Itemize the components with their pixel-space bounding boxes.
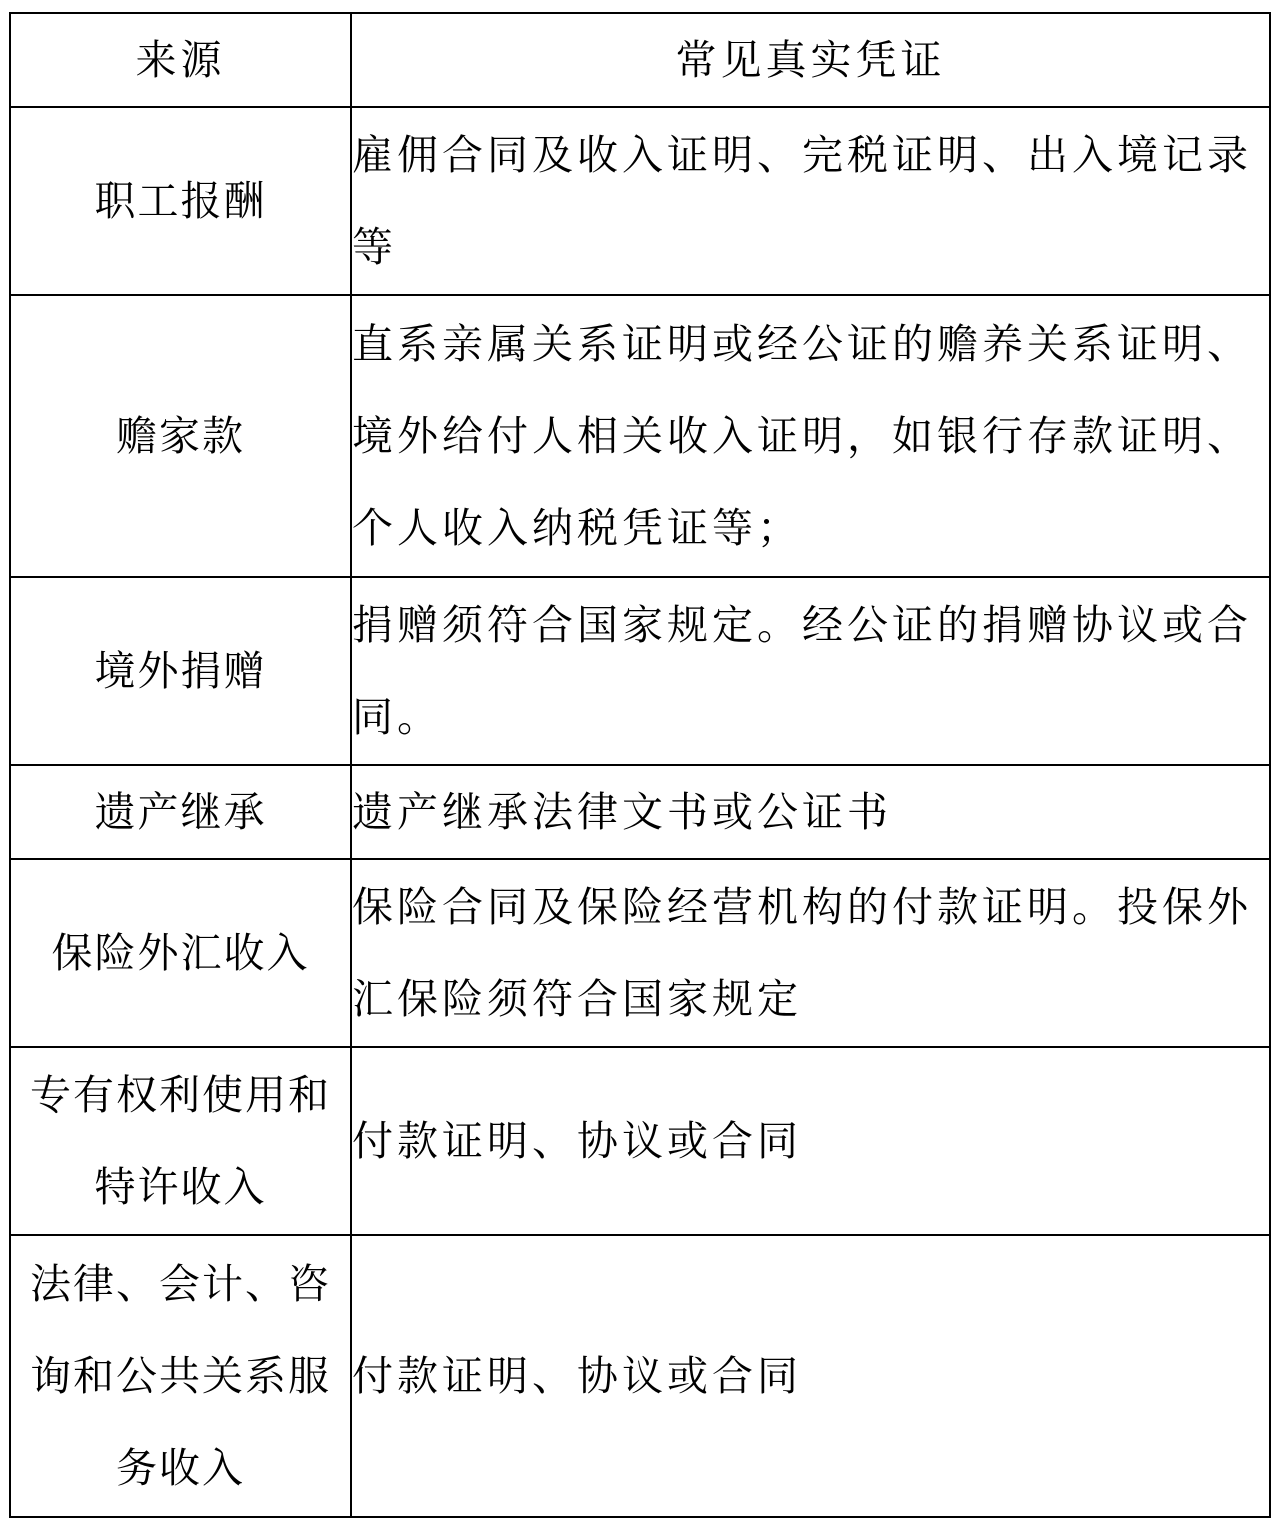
source-cell: 专有权利使用和特许收入 [10, 1047, 351, 1235]
table-row [10, 295, 1270, 577]
table-header-row [10, 13, 1270, 107]
source-cell: 法律、会计、咨询和公共关系服务收入 [10, 1235, 351, 1517]
table-row [10, 107, 1270, 295]
documents-cell: 付款证明、协议或合同 [351, 1235, 1270, 1517]
documents-cell: 遗产继承法律文书或公证书 [351, 765, 1270, 859]
table-row [10, 765, 1270, 859]
documents-cell: 直系亲属关系证明或经公证的赡养关系证明、境外给付人相关收入证明，如银行存款证明、个人收入纳税凭证等； [351, 295, 1270, 577]
documents-cell: 保险合同及保险经营机构的付款证明。投保外汇保险须符合国家规定 [351, 859, 1270, 1047]
header-source: 来源 [10, 13, 351, 107]
documents-cell: 付款证明、协议或合同 [351, 1047, 1270, 1235]
source-cell: 境外捐赠 [10, 577, 351, 765]
table-row [10, 1235, 1270, 1517]
documents-cell: 捐赠须符合国家规定。经公证的捐赠协议或合同。 [351, 577, 1270, 765]
table-row [10, 577, 1270, 765]
income-proof-table [9, 12, 1271, 1518]
source-cell: 赡家款 [10, 295, 351, 577]
source-cell: 保险外汇收入 [10, 859, 351, 1047]
documents-cell: 雇佣合同及收入证明、完税证明、出入境记录等 [351, 107, 1270, 295]
header-documents: 常见真实凭证 [351, 13, 1270, 107]
table-row [10, 859, 1270, 1047]
source-cell: 遗产继承 [10, 765, 351, 859]
table-row [10, 1047, 1270, 1235]
source-cell: 职工报酬 [10, 107, 351, 295]
